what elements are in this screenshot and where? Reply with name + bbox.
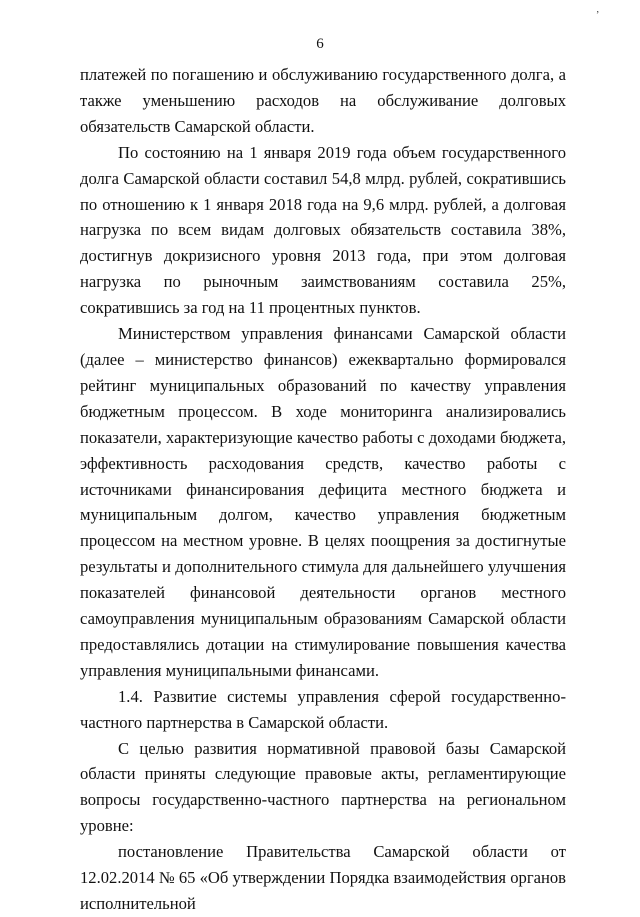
paragraph-legal-acts: С целью развития нормативной правовой базы Самарской области приняты следующие правовые акты, регламентирующие вопросы государственно-частного партнерства на региональном уровне: [80,738,566,836]
paragraph-resolution: постановление Правительства Самарской области от 12.02.2014 № 65 «Об утверждении Порядка взаимодействия органов исполнительной [80,842,566,913]
page-number: 6 [316,36,324,52]
section-heading-1-4: 1.4. Развитие системы управления сферой государственно-частного партнерства в Самарской области. [80,686,566,732]
corner-mark: ’ [596,10,600,21]
paragraph-ministry-rating: Министерством управления финансами Самарской области (далее – министерство финансов) ежеквартально формировался рейтинг муниципальных образований по качеству управления бюджетным процессом. В ходе мониторинга анализировались показатели, характеризующие качество работы с доходами бюджета, эффективность расходования средств, качество работы с источниками финансирования дефицита местного бюджета и муниципальным долгом, качество управления бюджетным процессом на местном уровне. В целях поощрения за достигнутые результаты и дополнительного стимула для дальнейшего улучшения показателей финансовой деятельности органов местного самоуправления муниципальным образованиям Самарской области предоставлялись дотации на стимулирование повышения качества управления муниципальными финансами. [80,324,566,680]
body-text [80,62,566,917]
paragraph-1-continued: платежей по погашению и обслуживанию государственного долга, а также уменьшению расходов на обслуживание долговых обязательств Самарской области. [80,65,566,136]
paragraph-debt-volume: По состоянию на 1 января 2019 года объем государственного долга Самарской области составил 54,8 млрд. рублей, сократившись по отношению к 1 января 2018 года на 9,6 млрд. рублей, а долговая нагрузка по всем видам долговых обязательств составила 38%, достигнув докризисного уровня 2013 года, при этом долговая нагрузка по рыночным заимствованиям составила 25%, сократившись за год на 11 процентных пунктов. [80,142,566,318]
